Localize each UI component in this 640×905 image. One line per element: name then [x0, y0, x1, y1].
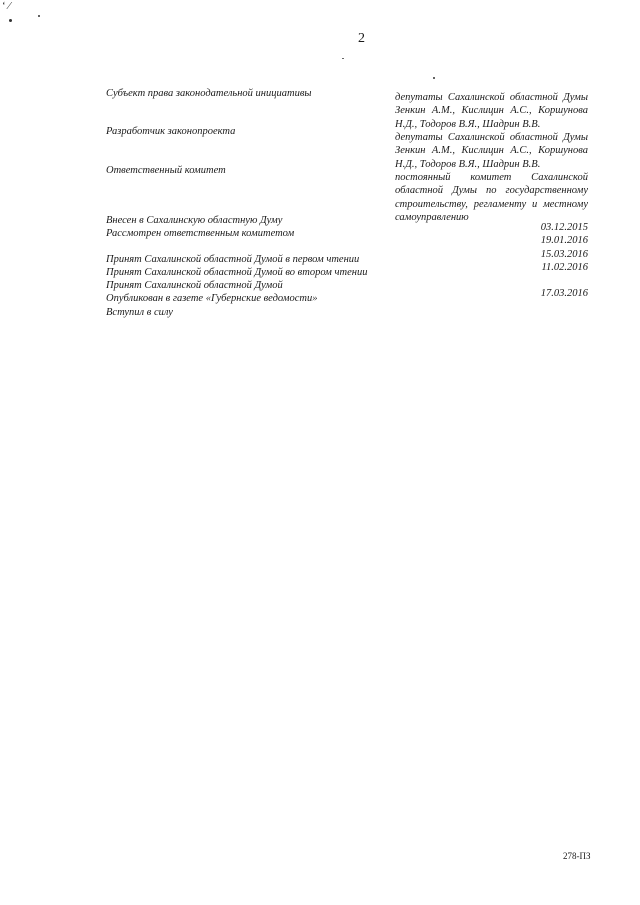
subject-line: Н.Д., Тодоров В.Я., Шадрин В.В. — [395, 118, 541, 130]
history-label: Вступил в силу — [106, 306, 173, 318]
committee-line: областной Думы по государственному — [395, 185, 588, 197]
history-date: 15.03.2016 — [540, 248, 588, 260]
history-dates — [541, 221, 588, 314]
history-label: Рассмотрен ответственным комитетом — [106, 228, 295, 240]
history-date — [541, 301, 588, 314]
scan-speck — [9, 19, 12, 22]
history-label: Внесен в Сахалинскую областную Думу — [106, 215, 283, 226]
developer-line: Зенкин А.М., Кислицин А.С., Коршунова — [395, 145, 588, 157]
subject-line: депутаты Сахалинской областной Думы — [395, 92, 588, 103]
subject-line: Зенкин А.М., Кислицин А.С., Коршунова — [395, 105, 588, 117]
scan-speck — [342, 58, 344, 59]
developer-line: Н.Д., Тодоров В.Я., Шадрин В.В. — [395, 158, 541, 170]
history-date: 03.12.2015 — [540, 222, 588, 233]
history-label: Принят Сахалинской областной Думой — [106, 280, 283, 292]
page-number: 2 — [358, 31, 365, 46]
history-date: 19.01.2016 — [540, 235, 588, 247]
history-date: 17.03.2016 — [540, 288, 588, 300]
corner-mark: ‘ ⁄ — [2, 0, 11, 12]
history-label: Опубликован в газете «Губернские ведомости» — [106, 293, 318, 305]
history-date — [541, 274, 588, 287]
history-label: Принят Сахалинской областной Думой во втором чтении — [106, 266, 368, 278]
committee-label: Ответственный комитет — [106, 165, 226, 176]
scan-speck — [38, 15, 40, 17]
document-code: 278-ПЗ — [563, 851, 591, 861]
committee-value — [395, 171, 588, 224]
committee-line: самоуправлению — [395, 211, 469, 223]
history-date: 11.02.2016 — [541, 261, 588, 273]
history-labels — [106, 214, 367, 319]
subject-label: Субъект права законодательной инициативы — [106, 88, 312, 99]
developer-value — [395, 131, 588, 171]
scan-speck — [433, 77, 435, 79]
subject-value — [395, 91, 588, 131]
history-label: Принят Сахалинской областной Думой в первом чтении — [106, 253, 360, 265]
developer-label: Разработчик законопроекта — [106, 126, 236, 137]
committee-line: постоянный комитет Сахалинской — [395, 172, 588, 183]
developer-line: депутаты Сахалинской областной Думы — [395, 132, 588, 143]
committee-line: строительству, регламенту и местному — [395, 198, 588, 210]
